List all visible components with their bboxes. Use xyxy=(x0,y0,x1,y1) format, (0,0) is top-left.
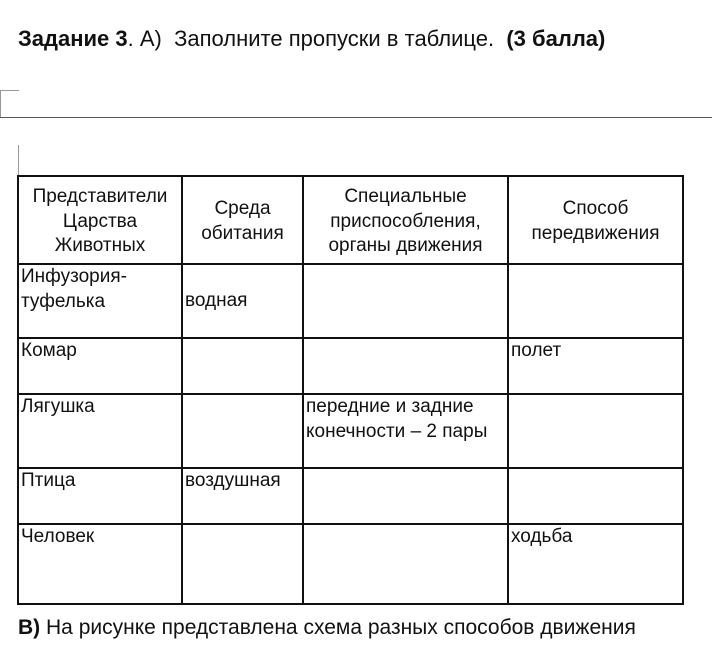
table-cell xyxy=(508,468,683,524)
table-cell xyxy=(303,468,508,524)
part-label: . А) xyxy=(127,26,162,51)
table-row xyxy=(18,338,683,394)
table-row xyxy=(18,394,683,468)
fill-in-table xyxy=(17,175,684,605)
table-cell xyxy=(182,338,303,394)
table-row xyxy=(18,264,683,338)
table-row xyxy=(18,524,683,604)
table-cell xyxy=(182,524,303,604)
table-cell xyxy=(303,264,508,338)
table-cell xyxy=(303,524,508,604)
table-header-row xyxy=(18,176,683,264)
table-cell: передние и задние конечности – 2 пары xyxy=(303,394,508,468)
header-adaptations: Специальные приспособления, органы движения xyxy=(303,176,508,264)
task-points: (3 балла) xyxy=(506,26,606,51)
table-cell xyxy=(508,394,683,468)
task-label: Задание 3 xyxy=(18,26,128,51)
table-cell: водная xyxy=(182,264,303,338)
table-cell: ходьба xyxy=(508,524,683,604)
task-instruction: Заполните пропуски в таблице. xyxy=(174,26,495,51)
table-row xyxy=(18,468,683,524)
table-cell xyxy=(182,394,303,468)
table-cell: Человек xyxy=(18,524,182,604)
page-corner-marker xyxy=(0,90,19,117)
table-cell: воздушная xyxy=(182,468,303,524)
part-b-text xyxy=(18,616,636,640)
table-cell: Инфузория-туфелька xyxy=(18,264,182,338)
table-corner-marker xyxy=(0,145,19,175)
table-cell xyxy=(303,338,508,394)
part-b-description: На рисунке представлена схема разных способов движения xyxy=(46,616,636,639)
header-habitat: Среда обитания xyxy=(182,176,303,264)
table-cell: Лягушка xyxy=(18,394,182,468)
header-movement: Способ передвижения xyxy=(508,176,683,264)
table-cell: полет xyxy=(508,338,683,394)
part-b-label: В) xyxy=(18,616,41,639)
header-representatives: Представители Царства Животных xyxy=(18,176,182,264)
table-cell xyxy=(508,264,683,338)
table-cell: Птица xyxy=(18,468,182,524)
table-cell: Комар xyxy=(18,338,182,394)
page-divider xyxy=(0,117,712,118)
task-heading xyxy=(18,26,605,52)
